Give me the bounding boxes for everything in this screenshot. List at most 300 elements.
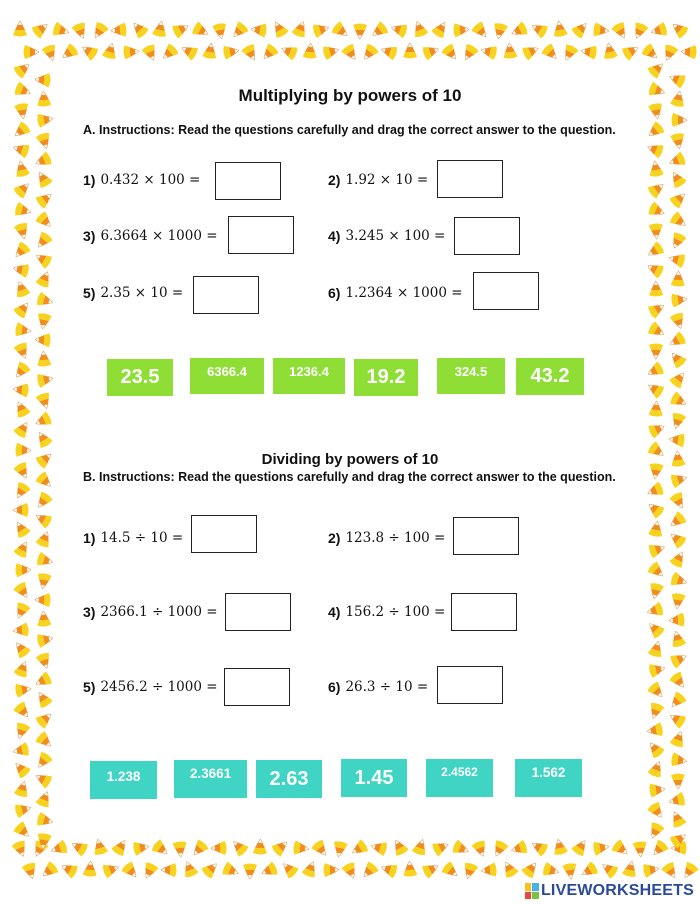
candy-corn-icon (667, 331, 687, 351)
candy-corn-icon (645, 499, 666, 520)
candy-corn-icon (630, 21, 649, 41)
candy-corn-icon (669, 211, 690, 231)
candy-corn-icon (509, 839, 528, 857)
candy-corn-icon (669, 729, 687, 748)
candy-corn-icon (671, 271, 686, 287)
candy-corn-icon (490, 839, 509, 859)
candy-corn-icon (279, 859, 300, 880)
candy-corn-icon (668, 369, 689, 390)
candy-corn-icon (669, 491, 689, 511)
candy-corn-icon (312, 21, 331, 39)
question-expression: 0.432 × 100 = (100, 172, 201, 188)
candy-corn-icon (669, 829, 690, 849)
answer-box-b5[interactable] (224, 668, 290, 706)
candy-corn-icon (13, 419, 33, 440)
candy-corn-icon (402, 861, 417, 877)
section-a-instructions: A. Instructions: Read the questions carefully and drag the correct answer to the question. (83, 123, 616, 137)
answer-tile[interactable]: 6366.4 (190, 358, 264, 394)
candy-corn-icon (13, 779, 31, 798)
candy-corn-icon (649, 782, 666, 798)
candy-corn-icon (171, 20, 191, 39)
candy-corn-icon (102, 860, 121, 878)
candy-corn-icon (540, 42, 561, 63)
candy-corn-icon (323, 863, 339, 878)
candy-corn-icon (353, 23, 367, 39)
question-a4 (328, 228, 445, 244)
candy-corn-icon (12, 622, 29, 638)
candy-corn-icon (668, 189, 689, 210)
question-expression: 6.3664 × 1000 = (100, 228, 218, 244)
candy-corn-icon (141, 43, 160, 63)
candy-corn-icon (611, 21, 631, 41)
candy-corn-icon (179, 42, 199, 62)
candy-corn-icon (33, 429, 53, 450)
candy-corn-icon (15, 443, 31, 458)
question-number: 6) (328, 679, 341, 695)
candy-corn-icon (440, 43, 461, 64)
candy-corn-icon (11, 481, 31, 501)
candy-corn-icon (649, 838, 670, 859)
candy-corn-icon (34, 470, 55, 491)
candy-corn-icon (480, 43, 498, 60)
candy-corn-icon (36, 833, 52, 850)
candy-corn-icon (431, 19, 451, 40)
candy-corn-icon (33, 231, 54, 252)
answer-tile[interactable]: 1.562 (515, 759, 582, 797)
question-b5 (83, 679, 218, 695)
candy-corn-icon (36, 812, 55, 830)
candy-corn-icon (243, 864, 257, 880)
question-number: 4) (328, 604, 341, 620)
question-expression: 2456.2 ÷ 1000 = (100, 679, 218, 695)
candy-corn-icon (151, 838, 172, 859)
candy-corn-icon (13, 503, 29, 517)
candy-corn-icon (679, 861, 699, 882)
candy-corn-icon (529, 837, 549, 857)
candy-corn-icon (670, 471, 689, 489)
candy-corn-icon (667, 169, 687, 190)
candy-corn-icon (36, 572, 52, 589)
answer-box-a3[interactable] (228, 216, 294, 254)
candy-corn-icon (13, 160, 30, 178)
candy-corn-icon (229, 837, 250, 858)
candy-corn-icon (13, 659, 32, 679)
candy-corn-icon (271, 837, 292, 858)
candy-corn-icon (509, 21, 529, 40)
candy-corn-icon (30, 839, 49, 859)
question-a3 (83, 228, 218, 244)
candy-corn-icon (11, 759, 32, 780)
candy-corn-icon (111, 837, 131, 858)
candy-corn-icon (221, 861, 241, 880)
candy-corn-icon (91, 838, 108, 856)
candy-corn-icon (470, 21, 491, 42)
question-number: 1) (83, 530, 96, 546)
candy-corn-icon (669, 549, 689, 569)
candy-corn-icon (37, 91, 52, 107)
candy-corn-icon (379, 43, 398, 61)
answer-box-b4[interactable] (451, 593, 517, 631)
candy-corn-icon (645, 601, 664, 619)
candy-corn-icon (648, 520, 664, 538)
candy-corn-icon (359, 860, 380, 881)
candy-corn-icon (660, 43, 679, 63)
candy-corn-icon (11, 361, 32, 382)
question-expression: 123.8 ÷ 100 = (345, 530, 446, 546)
candy-corn-icon (667, 690, 688, 711)
question-b4 (328, 604, 445, 620)
candy-corn-icon (571, 837, 591, 858)
candy-corn-icon (33, 169, 53, 189)
candy-corn-icon (229, 20, 250, 41)
candy-corn-icon (403, 43, 417, 59)
candy-corn-icon (646, 722, 664, 738)
answer-box-b2[interactable] (453, 517, 519, 555)
candy-corn-icon (645, 739, 666, 760)
candy-corn-icon (35, 709, 56, 730)
candy-corn-icon (632, 841, 647, 858)
candy-corn-icon (269, 19, 289, 39)
candy-corn-icon (33, 491, 54, 512)
candy-corn-icon (200, 859, 221, 880)
candy-corn-icon (13, 222, 31, 241)
candy-corn-icon (341, 861, 360, 881)
answer-box-b1[interactable] (191, 515, 257, 553)
candy-corn-icon (647, 201, 667, 220)
question-number: 2) (328, 530, 341, 546)
candy-corn-icon (341, 43, 361, 64)
question-number: 5) (83, 285, 96, 301)
candy-corn-icon (33, 411, 53, 430)
question-expression: 14.5 ÷ 10 = (100, 530, 184, 546)
candy-corn-icon (293, 840, 310, 856)
liveworksheets-logo-icon (525, 883, 539, 899)
candy-corn-icon (622, 860, 639, 878)
candy-corn-icon (180, 859, 199, 878)
candy-corn-icon (35, 132, 53, 151)
candy-corn-icon (35, 269, 54, 289)
candy-corn-icon (601, 42, 618, 60)
question-a5 (83, 285, 183, 301)
candy-corn-icon (592, 840, 609, 856)
answer-tile[interactable]: 43.2 (516, 358, 584, 395)
candy-corn-icon (41, 44, 59, 63)
candy-corn-icon (13, 341, 32, 361)
candy-corn-icon (253, 839, 268, 855)
candy-corn-icon (35, 449, 56, 470)
candy-corn-icon (441, 860, 462, 881)
candy-corn-icon (33, 751, 53, 772)
candy-corn-icon (152, 20, 169, 38)
candy-corn-icon (369, 21, 390, 41)
candy-corn-icon (13, 539, 33, 559)
candy-corn-icon (646, 821, 665, 841)
candy-corn-icon (14, 322, 31, 338)
liveworksheets-logo (525, 882, 694, 900)
candy-corn-icon (421, 42, 440, 60)
candy-corn-icon (71, 21, 90, 40)
candy-corn-icon (647, 179, 668, 200)
candy-corn-icon (670, 593, 686, 610)
candy-corn-icon (646, 59, 667, 80)
candy-corn-icon (35, 789, 54, 809)
candy-corn-icon (35, 392, 53, 411)
answer-tile[interactable]: 19.2 (354, 359, 418, 396)
candy-corn-icon (670, 571, 689, 589)
candy-corn-icon (161, 863, 177, 878)
question-number: 6) (328, 285, 341, 301)
candy-corn-icon (560, 43, 580, 63)
answer-box-b6[interactable] (437, 666, 503, 704)
candy-corn-icon (222, 44, 240, 60)
candy-corn-icon (35, 333, 51, 348)
candy-corn-icon (461, 862, 479, 881)
answer-tile[interactable]: 2.3661 (174, 760, 247, 798)
candy-corn-icon (36, 312, 52, 330)
candy-corn-icon (291, 19, 310, 39)
candy-corn-icon (89, 21, 109, 42)
question-a1 (83, 172, 200, 188)
candy-corn-icon (599, 859, 620, 879)
candy-corn-icon (33, 249, 53, 269)
candy-corn-icon (480, 862, 497, 878)
candy-corn-icon (529, 20, 549, 40)
candy-corn-icon (645, 120, 666, 141)
candy-corn-icon (13, 59, 34, 80)
candy-corn-icon (459, 43, 479, 64)
candy-corn-icon (646, 702, 664, 721)
answer-tile[interactable]: 1.45 (341, 759, 407, 797)
candy-corn-icon (11, 120, 32, 141)
candy-corn-icon (35, 593, 51, 608)
candy-corn-icon (301, 859, 320, 878)
candy-corn-icon (36, 371, 54, 388)
candy-corn-icon (579, 861, 599, 881)
candy-corn-icon (647, 759, 666, 779)
candy-corn-icon (580, 44, 597, 60)
logo-text: LIVEWORKSHEETS (540, 882, 694, 899)
question-expression: 156.2 ÷ 100 = (345, 604, 446, 620)
candy-corn-icon (12, 261, 30, 278)
question-number: 3) (83, 604, 96, 620)
candy-corn-icon (593, 22, 610, 38)
candy-corn-icon (14, 202, 33, 220)
candy-corn-icon (670, 450, 686, 467)
candy-corn-icon (611, 838, 632, 859)
candy-corn-icon (123, 44, 140, 59)
question-expression: 1.92 × 10 = (345, 172, 429, 188)
section-b-title: Dividing by powers of 10 (261, 451, 439, 468)
candy-corn-icon (212, 22, 228, 40)
candy-corn-icon (667, 151, 686, 170)
candy-corn-icon (36, 291, 55, 309)
answer-box-a4[interactable] (454, 217, 520, 255)
candy-corn-icon (645, 619, 666, 640)
candy-corn-icon (15, 563, 31, 578)
candy-corn-icon (500, 859, 520, 879)
candy-corn-icon (649, 281, 664, 297)
candy-corn-icon (35, 652, 53, 671)
candy-corn-icon (331, 20, 352, 41)
candy-corn-icon (36, 610, 51, 627)
question-b3 (83, 604, 218, 620)
question-number: 5) (83, 679, 96, 695)
candy-corn-icon (33, 671, 53, 690)
candy-corn-icon (668, 432, 685, 447)
candy-corn-icon (411, 837, 429, 856)
candy-corn-icon (410, 19, 428, 38)
candy-corn-icon (83, 861, 98, 877)
candy-corn-icon (647, 441, 668, 461)
candy-corn-icon (667, 709, 687, 729)
candy-corn-icon (79, 41, 100, 61)
answer-box-b3[interactable] (225, 593, 291, 631)
candy-corn-icon (389, 21, 408, 39)
candy-corn-icon (502, 42, 518, 59)
candy-corn-icon (33, 689, 53, 710)
answer-tile[interactable]: 2.63 (256, 760, 322, 798)
candy-corn-icon (36, 112, 54, 128)
candy-corn-icon (645, 481, 665, 500)
candy-corn-icon (359, 43, 380, 64)
candy-corn-icon (661, 861, 681, 882)
candy-corn-icon (120, 860, 141, 881)
candy-corn-icon (668, 671, 689, 692)
candy-corn-icon (669, 650, 689, 669)
candy-corn-icon (132, 840, 150, 856)
candy-corn-icon (49, 839, 68, 857)
candy-corn-icon (667, 349, 688, 370)
question-b2 (328, 530, 445, 546)
candy-corn-icon (521, 42, 541, 61)
candy-corn-icon (12, 382, 29, 398)
candy-corn-icon (11, 839, 30, 859)
candy-corn-icon (191, 21, 211, 41)
candy-corn-icon (681, 45, 697, 60)
candy-corn-icon (13, 581, 33, 602)
candy-corn-icon (13, 21, 27, 37)
candy-corn-icon (36, 351, 51, 367)
candy-corn-icon (379, 860, 398, 878)
candy-corn-icon (641, 42, 662, 63)
candy-corn-icon (645, 379, 666, 399)
candy-corn-icon (159, 42, 180, 63)
candy-corn-icon (648, 81, 667, 99)
candy-corn-icon (21, 862, 39, 881)
candy-corn-icon (33, 770, 53, 790)
candy-corn-icon (31, 19, 52, 40)
candy-corn-icon (11, 639, 32, 660)
candy-corn-icon (12, 399, 31, 419)
answer-box-a2[interactable] (437, 160, 503, 198)
answer-tile[interactable]: 23.5 (107, 359, 173, 396)
candy-corn-icon (34, 210, 55, 231)
candy-corn-icon (370, 839, 388, 856)
candy-corn-icon (648, 463, 664, 480)
candy-corn-icon (59, 42, 80, 63)
candy-corn-icon (14, 801, 33, 819)
candy-corn-icon (12, 299, 33, 320)
candy-corn-icon (649, 401, 664, 417)
candy-corn-icon (310, 839, 331, 860)
candy-corn-icon (671, 292, 688, 308)
candy-corn-icon (647, 420, 667, 439)
question-a6 (328, 285, 463, 301)
candy-corn-icon (453, 22, 469, 37)
answer-tile[interactable]: 1.238 (90, 761, 157, 799)
answer-box-a6[interactable] (473, 272, 539, 310)
question-expression: 2366.1 ÷ 1000 = (100, 604, 218, 620)
candy-corn-icon (451, 839, 471, 858)
candy-corn-icon (24, 45, 40, 59)
candy-corn-icon (670, 132, 686, 150)
candy-corn-icon (670, 90, 687, 108)
candy-corn-icon (34, 730, 55, 751)
candy-corn-icon (189, 839, 210, 860)
answer-box-a5[interactable] (193, 276, 259, 314)
candy-corn-icon (11, 141, 30, 159)
candy-corn-icon (621, 41, 641, 61)
answer-tile[interactable]: 1236.4 (273, 358, 345, 394)
candy-corn-icon (35, 189, 56, 210)
candy-corn-icon (471, 839, 490, 858)
candy-corn-icon (259, 861, 279, 880)
question-number: 3) (83, 228, 96, 244)
section-b-instructions: B. Instructions: Read the questions carefully and drag the correct answer to the question. (83, 470, 616, 484)
candy-corn-icon (671, 773, 686, 789)
question-number: 2) (328, 172, 341, 188)
candy-corn-icon (650, 22, 668, 39)
candy-corn-icon (12, 820, 33, 841)
candy-corn-icon (648, 661, 666, 678)
answer-tile[interactable]: 324.5 (437, 358, 505, 394)
candy-corn-icon (303, 43, 318, 59)
candy-corn-icon (12, 179, 33, 200)
candy-corn-icon (52, 21, 71, 39)
candy-corn-icon (645, 260, 665, 280)
candy-corn-icon (211, 841, 227, 856)
candy-corn-icon (13, 461, 33, 481)
answer-box-a1[interactable] (215, 162, 281, 200)
candy-corn-icon (649, 343, 663, 359)
candy-corn-icon (645, 241, 666, 261)
candy-corn-icon (69, 838, 89, 858)
candy-corn-icon (110, 22, 127, 37)
candy-corn-icon (259, 42, 280, 63)
candy-corn-icon (140, 861, 159, 881)
candy-corn-icon (39, 860, 60, 881)
candy-corn-icon (669, 391, 689, 411)
candy-corn-icon (12, 722, 30, 741)
candy-corn-icon (520, 859, 541, 880)
candy-corn-icon (279, 42, 299, 61)
candy-corn-icon (14, 682, 31, 698)
candy-corn-icon (648, 540, 667, 558)
candy-corn-icon (102, 42, 119, 60)
question-expression: 26.3 ÷ 10 = (345, 679, 429, 695)
candy-corn-icon (12, 601, 31, 621)
candy-corn-icon (322, 43, 341, 61)
question-number: 1) (83, 172, 96, 188)
question-a2 (328, 172, 428, 188)
candy-corn-icon (36, 551, 55, 569)
answer-tile[interactable]: 2.4562 (426, 759, 493, 797)
candy-corn-icon (670, 752, 687, 768)
candy-corn-icon (647, 321, 667, 341)
question-expression: 1.2364 × 1000 = (345, 285, 463, 301)
candy-corn-icon (241, 43, 261, 63)
candy-corn-icon (11, 519, 31, 539)
